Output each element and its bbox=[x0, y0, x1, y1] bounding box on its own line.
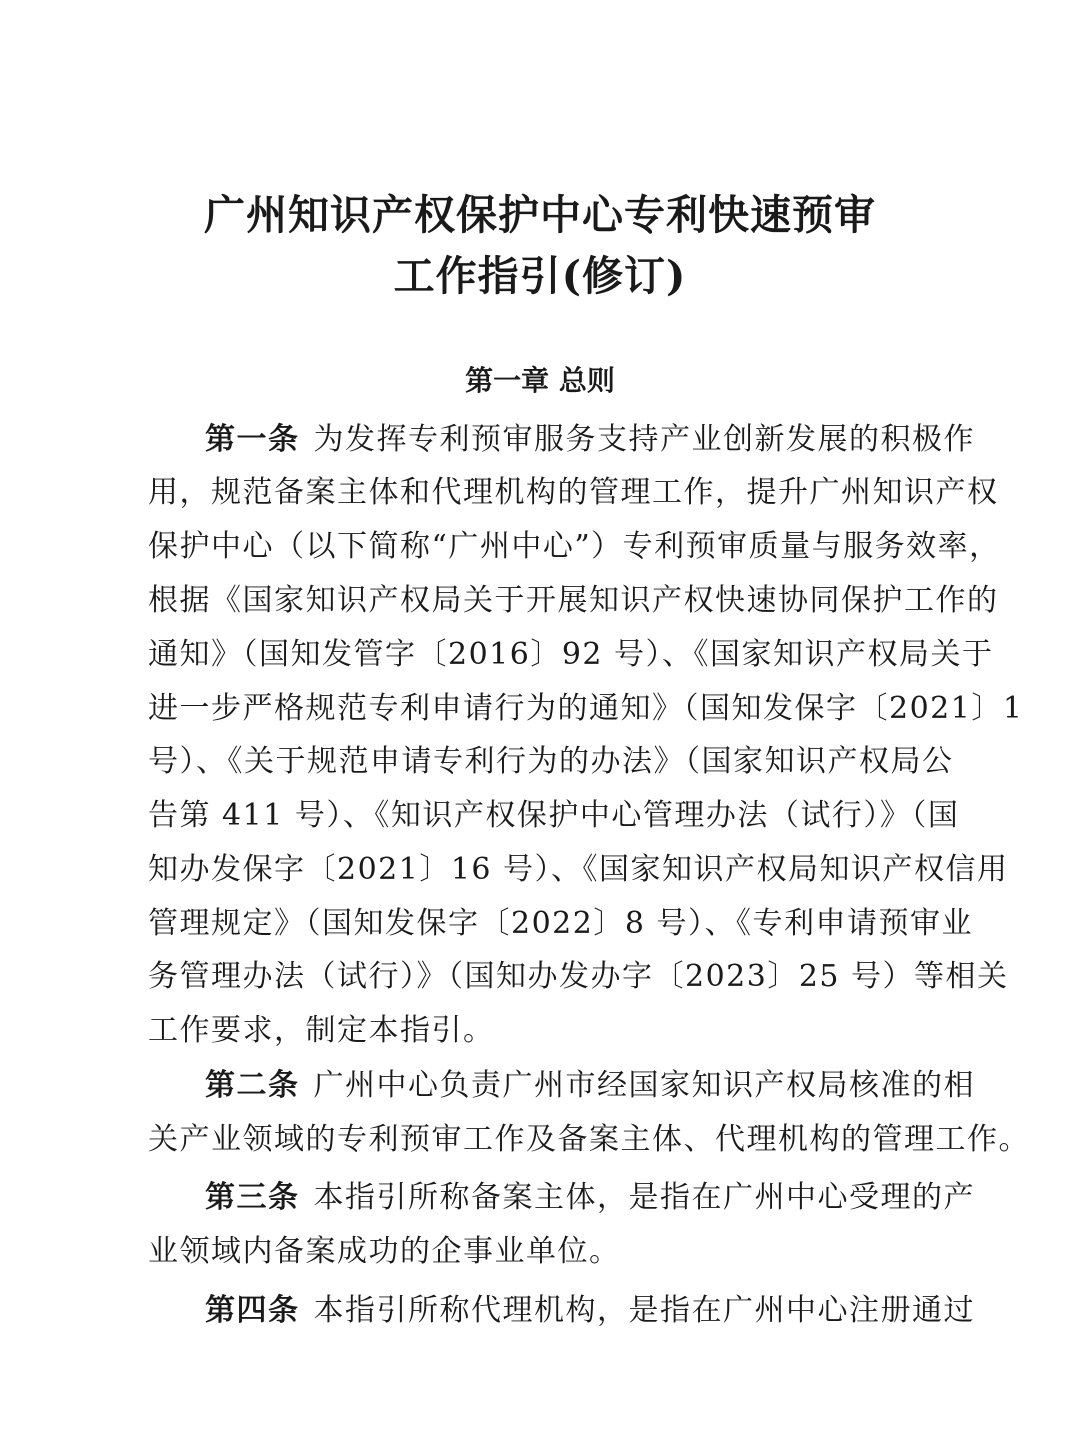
article-2-number: 第二条 bbox=[205, 1068, 300, 1103]
article-3-first-line bbox=[205, 1178, 975, 1218]
article-1-line: 管理规定》（国知发保字〔2022〕8 号）、《专利申请预审业 bbox=[148, 906, 973, 941]
article-1-line: 工作要求，制定本指引。 bbox=[148, 1013, 495, 1048]
article-1-line: 通知》（国知发管字〔2016〕92 号）、《国家知识产权局关于 bbox=[148, 637, 994, 672]
article-1-first-line bbox=[205, 420, 975, 460]
article-1-line: 保护中心（以下简称“广州中心”）专利预审质量与服务效率， bbox=[148, 529, 1001, 564]
chapter-heading: 第一章 总则 bbox=[465, 364, 615, 397]
article-1-line: 知办发保字〔2021〕16 号）、《国家知识产权局知识产权信用 bbox=[148, 852, 1009, 887]
article-1-line: 号）、《关于规范申请专利行为的办法》（国家知识产权局公 bbox=[148, 744, 954, 779]
article-1-line: 告第 411 号）、《知识产权保护中心管理办法（试行）》（国 bbox=[148, 798, 960, 833]
document-title-line-1: 广州知识产权保护中心专利快速预审 bbox=[204, 191, 876, 239]
article-1-line: 根据《国家知识产权局关于开展知识产权快速协同保护工作的 bbox=[148, 583, 999, 618]
article-4-first-line bbox=[205, 1291, 975, 1331]
article-1-text: 为发挥专利预审服务支持产业创新发展的积极作 bbox=[313, 422, 975, 457]
article-3-text: 本指引所称备案主体，是指在广州中心受理的产 bbox=[313, 1180, 975, 1215]
article-1-line: 用，规范备案主体和代理机构的管理工作，提升广州知识产权 bbox=[148, 475, 999, 510]
article-1-line: 务管理办法（试行）》（国知办发办字〔2023〕25 号）等相关 bbox=[148, 959, 1009, 994]
article-2-line: 关产业领域的专利预审工作及备案主体、代理机构的管理工作。 bbox=[148, 1122, 1030, 1157]
article-1-number: 第一条 bbox=[205, 422, 300, 457]
document-title-line-2: 工作指引(修订) bbox=[393, 252, 687, 300]
article-4-number: 第四条 bbox=[205, 1293, 300, 1328]
article-2-text: 广州中心负责广州市经国家知识产权局核准的相 bbox=[313, 1068, 975, 1103]
article-1-line: 进一步严格规范专利申请行为的通知》（国知发保字〔2021〕1 bbox=[148, 691, 1024, 726]
article-3-number: 第三条 bbox=[205, 1180, 300, 1215]
article-3-line: 业领域内备案成功的企事业单位。 bbox=[148, 1234, 621, 1269]
article-2-first-line bbox=[205, 1066, 975, 1106]
article-4-text: 本指引所称代理机构，是指在广州中心注册通过 bbox=[313, 1293, 975, 1328]
